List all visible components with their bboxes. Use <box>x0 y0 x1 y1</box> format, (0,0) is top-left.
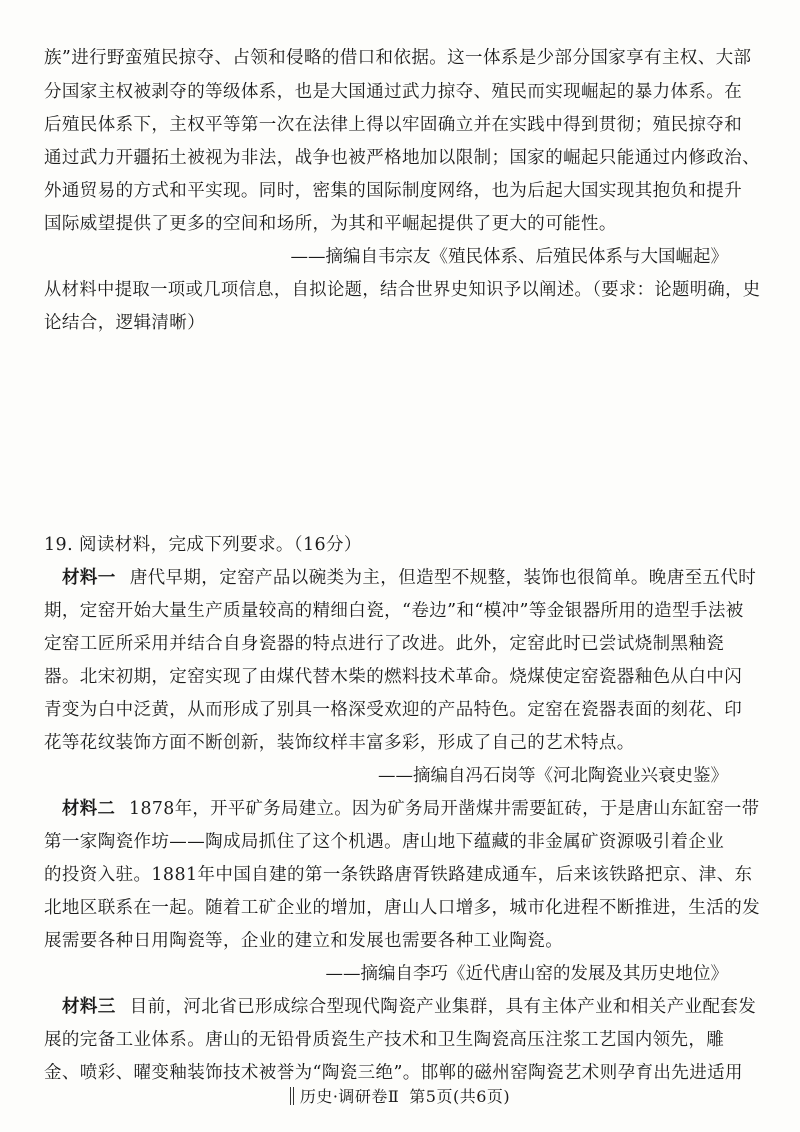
material-1-line: 定窑工匠所采用并结合自身瓷器的特点进行了改进。此外，定窑此时已尝试烧制黑釉瓷 <box>44 634 725 654</box>
passage-line: 国际威望提供了更多的空间和场所，为其和平崛起提供了更大的可能性。 <box>44 214 617 234</box>
q18-task-line: 从材料中提取一项或几项信息，自拟论题，结合世界史知识予以阐述。（要求：论题明确，史 <box>44 280 761 300</box>
passage-line: 后殖民体系下，主权平等第一次在法律上得以牢固确立并在实践中得到贯彻；殖民掠夺和 <box>44 115 743 135</box>
passage-line: 通过武力开疆拓土被视为非法，战争也被严格地加以限制；国家的崛起只能通过内修政治、 <box>44 148 760 168</box>
binding-mark <box>290 1087 291 1105</box>
passage-line: 族”进行野蛮殖民掠夺、占领和侵略的借口和依据。这一体系是少部分国家享有主权、大部 <box>44 48 752 68</box>
material-3-text: 目前，河北省已形成综合型现代陶瓷产业集群，具有主体产业和相关产业配套发 <box>129 997 757 1017</box>
material-1-text: 唐代早期，定窑产品以碗类为主，但造型不规整，装饰也很简单。晚唐至五代时 <box>129 568 757 588</box>
binding-mark <box>293 1087 294 1105</box>
passage-source: ——摘编自韦宗友《殖民体系、后殖民体系与大国崛起》 <box>290 247 728 267</box>
material-2-line: 北地区联系在一起。随着工矿企业的增加，唐山人口增多，城市化进程不断推进，生活的发 <box>44 898 760 918</box>
material-2-line: 第一家陶瓷作坊——陶成局抓住了这个机遇。唐山地下蕴藏的非金属矿资源吸引着企业 <box>44 832 725 852</box>
passage-line: 外通贸易的方式和平实现。同时，密集的国际制度网络，也为后起大国实现其抱负和提升 <box>44 181 743 201</box>
q19-header: 19. 阅读材料，完成下列要求。（16分） <box>44 535 362 555</box>
footer-page-number: 第5页(共6页) <box>409 1087 511 1106</box>
material-1-line: 青变为白中泛黄，从而形成了别具一格深受欢迎的产品特色。定窑在瓷器表面的刻花、印 <box>44 700 743 720</box>
material-3-line: 金、喷彩、曜变釉装饰技术被誉为“陶瓷三绝”。邯郸的磁州窑陶瓷艺术则孕育出先进适用 <box>44 1063 743 1083</box>
material-1-label: 材料一 <box>62 568 116 588</box>
material-1-line: 器。北宋初期，定窑实现了由煤代替木柴的燃料技术革命。烧煤使定窑瓷器釉色从白中闪 <box>44 667 743 687</box>
material-3-first-line <box>62 995 760 1019</box>
footer-subject: 历史·调研卷Ⅱ <box>299 1087 400 1106</box>
material-1-first-line <box>62 566 760 590</box>
material-2-line: 的投资入驻。1881年中国自建的第一条铁路唐胥铁路建成通车，后来该铁路把京、津、东 <box>44 865 753 885</box>
material-3-line: 展的完备工业体系。唐山的无铅骨质瓷生产技术和卫生陶瓷高压注浆工艺国内领先，雕 <box>44 1030 725 1050</box>
passage-line: 分国家主权被剥夺的等级体系，也是大国通过武力掠夺、殖民而实现崛起的暴力体系。在 <box>44 82 743 102</box>
material-2-source: ——摘编自李巧《近代唐山窑的发展及其历史地位》 <box>325 964 728 984</box>
material-1-line: 花等花纹装饰方面不断创新，装饰纹样丰富多彩，形成了自己的艺术特点。 <box>44 733 635 753</box>
material-1-source: ——摘编自冯石岗等《河北陶瓷业兴衰史鉴》 <box>378 766 728 786</box>
material-2-text: 1878年，开平矿务局建立。因为矿务局开凿煤井需要缸砖，于是唐山东缸窑一带 <box>129 799 760 819</box>
material-2-label: 材料二 <box>62 799 116 819</box>
material-2-line: 展需要各种日用陶瓷等，企业的建立和发展也需要各种工业陶瓷。 <box>44 931 564 951</box>
page-footer <box>0 1086 800 1108</box>
q18-task-line: 论结合，逻辑清晰） <box>44 313 206 333</box>
material-3-label: 材料三 <box>62 997 116 1017</box>
material-1-line: 期，定窑开始大量生产质量较高的精细白瓷，“卷边”和“模冲”等金银器所用的造型手法被 <box>44 601 744 621</box>
material-2-first-line <box>62 797 760 821</box>
